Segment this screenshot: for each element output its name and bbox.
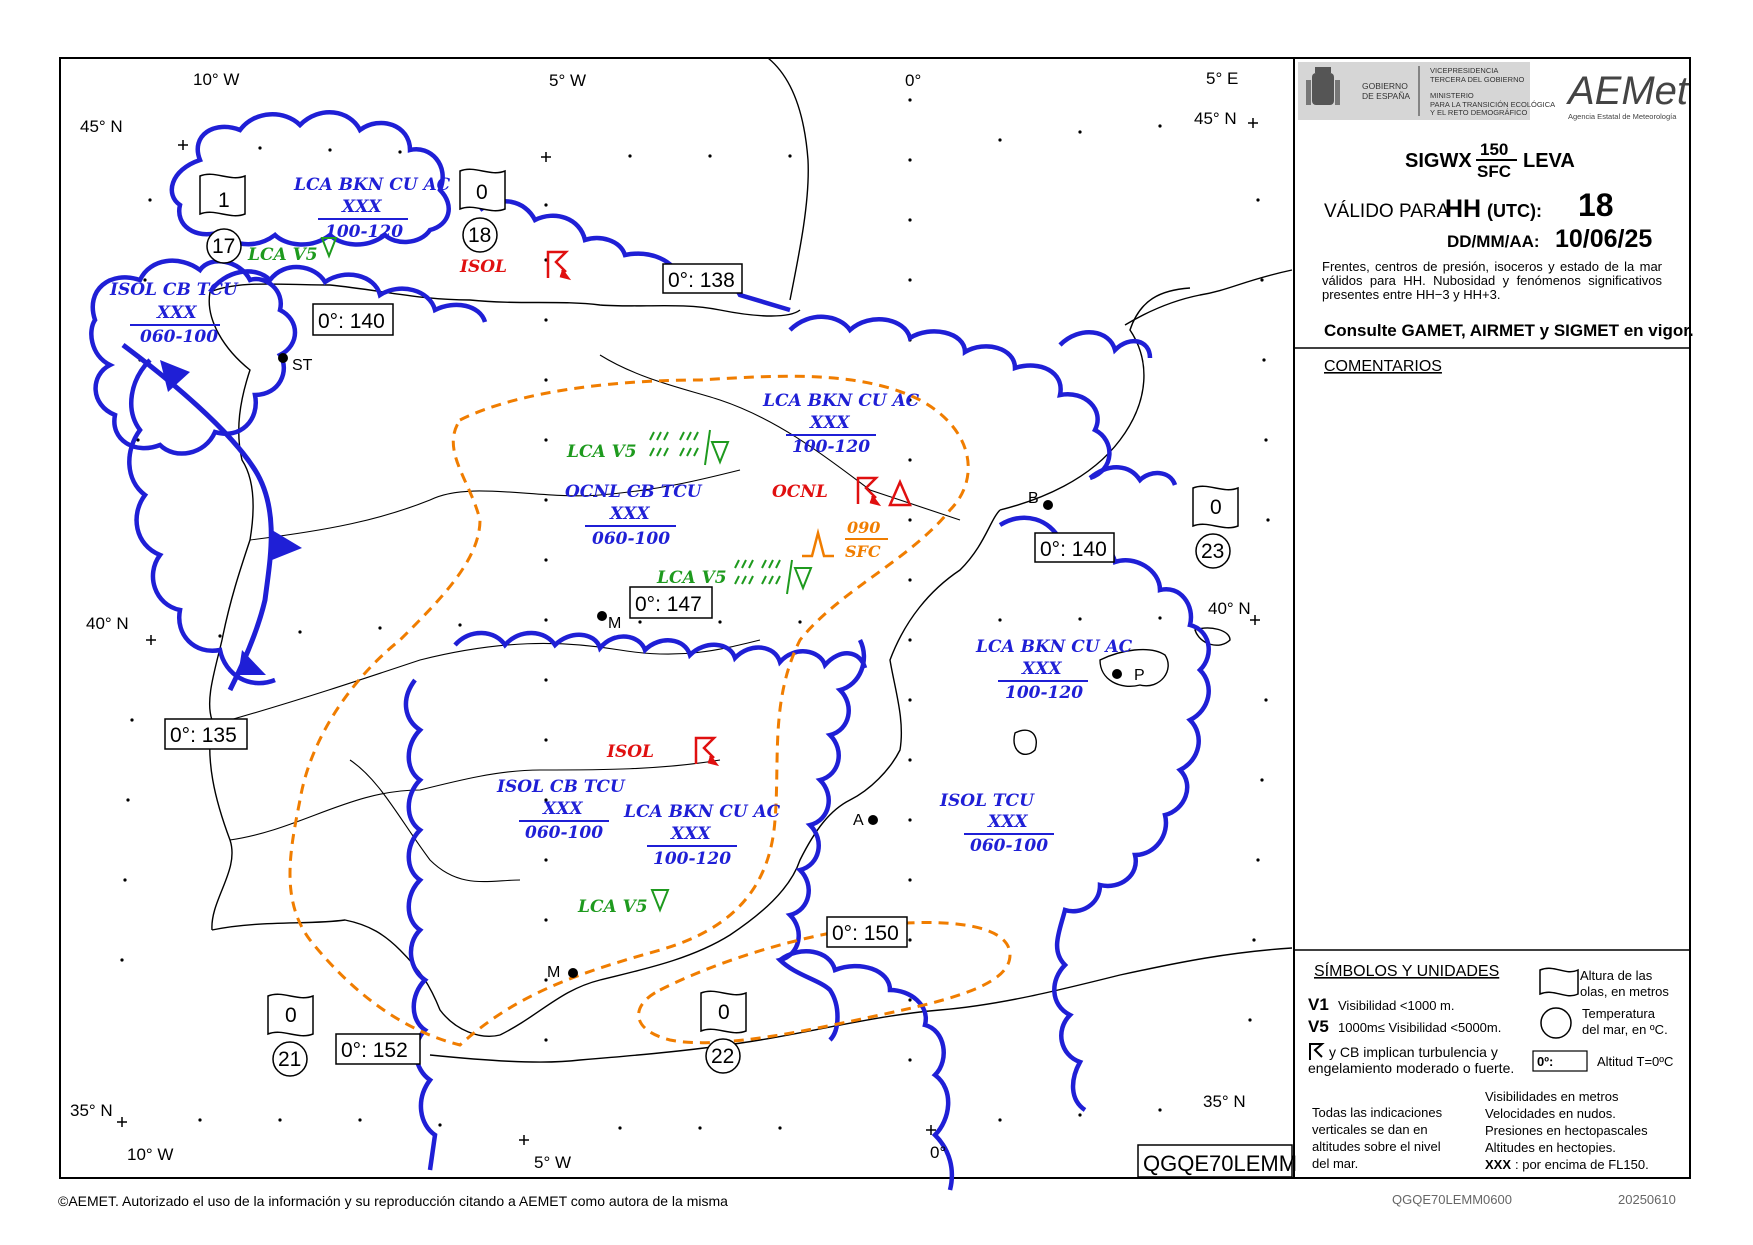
valid-label-hh: HH (1445, 195, 1482, 223)
annotation-bal-lca (975, 637, 1133, 703)
cb-symbol-south (696, 738, 716, 764)
fl-bottom: SFC (1477, 162, 1511, 181)
cb-symbol-cantab (548, 252, 568, 278)
legend-vertical-4: del mar. (1312, 1156, 1359, 1171)
cloud-area-south-central (780, 640, 864, 1040)
cloud-area-mediterranean (1000, 518, 1209, 1110)
fog-triangle-south (652, 890, 668, 910)
min-line3: MINISTERIO (1430, 91, 1474, 100)
header-logos (1298, 62, 1690, 121)
wave-value-cantab: 0 (476, 181, 488, 204)
lat-35n-right: 35° N (1203, 1092, 1246, 1111)
city-label-malaga: M (547, 964, 561, 981)
legend-turb-2: engelamiento moderado o fuerte. (1308, 1060, 1515, 1076)
bay-lca-line3: 100-120 (325, 222, 404, 242)
temp-value-bay: 17 (212, 235, 236, 258)
lon-10w-bottom: 10° W (127, 1145, 174, 1164)
valid-label-prefix: VÁLIDO PARA (1324, 201, 1450, 222)
consult-note: Consulte GAMET, AIRMET y SIGMET en vigor. (1324, 321, 1694, 340)
legend-units-1: Visibilidades en metros (1485, 1089, 1619, 1104)
hail-triangle-icon (890, 482, 910, 505)
ne-lca-line3: 100-120 (792, 437, 871, 457)
orange-top-level: 090 (847, 518, 881, 537)
aemet-logo: AEMet (1568, 69, 1689, 113)
cloud-area-south-west (406, 680, 435, 1170)
ne-lca-line1: LCA BKN CU AC (763, 391, 920, 411)
lat-45n-left: 45° N (80, 117, 123, 136)
legend-temp-circle-icon (1541, 1008, 1571, 1038)
product-name: SIGWX (1405, 150, 1472, 172)
city-dot-barcelona (1043, 500, 1053, 510)
aemet-subtitle: Agencia Estatal de Meteorología (1568, 112, 1677, 121)
lon-5e-top: 5° E (1206, 69, 1239, 88)
legend-cb-icon (1310, 1044, 1322, 1060)
orange-bottom-level: SFC (845, 542, 881, 561)
gov-line2: DE ESPAÑA (1362, 91, 1411, 101)
fz-label-140-north: 0°: 140 (318, 310, 385, 333)
bal-lca-line1: LCA BKN CU AC (976, 637, 1133, 657)
center-lca-v5: LCA V5 (567, 442, 637, 462)
gov-line1: GOBIERNO (1362, 81, 1408, 91)
date-value: 10/06/25 (1555, 225, 1653, 253)
bal-lca-line2: XXX (1022, 659, 1062, 679)
fz-label-147: 0°: 147 (635, 593, 702, 616)
lat-35n-left: 35° N (70, 1101, 113, 1120)
legend-v5-text: 1000m≤ Visibilidad <5000m. (1338, 1020, 1502, 1035)
legend-wave-2: olas, en metros (1580, 984, 1669, 999)
nw-isol-line3: 060-100 (140, 327, 219, 347)
legend-v5-symbol: V5 (1308, 1017, 1329, 1036)
fz-label-150: 0°: 150 (832, 922, 899, 945)
lat-40n-right: 40° N (1208, 599, 1251, 618)
footer-date: 20250610 (1618, 1192, 1676, 1207)
temp-value-atl: 21 (278, 1048, 302, 1071)
bal-lca-line3: 100-120 (1005, 683, 1084, 703)
cantab-isol-red: ISOL (460, 257, 507, 277)
med-isol-line3: 060-100 (970, 836, 1049, 856)
mist-symbol-mid (735, 560, 811, 594)
min-line5: Y EL RETO DEMOGRÁFICO (1430, 108, 1528, 117)
legend-title: SÍMBOLOS Y UNIDADES (1314, 963, 1500, 980)
legend-units-2: Velocidades en nudos. (1485, 1106, 1616, 1121)
comments-label: COMENTARIOS (1324, 358, 1442, 375)
mist-symbol-center (650, 430, 728, 465)
center-ocnl-line2: XXX (610, 504, 650, 524)
annotation-center-ocnl (565, 482, 703, 549)
south-lca-line3: 100-120 (653, 849, 732, 869)
city-label-st: ST (292, 357, 313, 374)
city-dot-madrid (597, 611, 607, 621)
south-lca-v5: LCA V5 (578, 897, 648, 917)
temp-value-med: 23 (1201, 540, 1225, 563)
legend-v1-text: Visibilidad <1000 m. (1338, 998, 1455, 1013)
med-isol-line2: XXX (988, 812, 1028, 832)
south-lca-line2: XXX (671, 824, 711, 844)
product-title (1405, 140, 1575, 181)
chart-code-label: QGQE70LEMM (1143, 1151, 1298, 1176)
bay-lca-v5: LCA V5 (248, 245, 318, 265)
city-dot-st (278, 353, 288, 363)
cloud-area-ne-spain (1060, 332, 1175, 485)
legend-vertical-2: verticales se dan en (1312, 1122, 1428, 1137)
region-name: LEVA (1523, 150, 1575, 172)
legend-fz-text: Altitud T=0ºC (1597, 1054, 1674, 1069)
annotation-south-lca (623, 802, 781, 869)
wave-value-med: 0 (1210, 496, 1222, 519)
fz-label-140-east: 0°: 140 (1040, 538, 1107, 561)
south-lca-line1: LCA BKN CU AC (624, 802, 781, 822)
annotation-med-isol (939, 791, 1054, 856)
annotation-south-isol (496, 777, 626, 843)
valid-hour: 18 (1578, 187, 1614, 223)
footer-copyright: ©AEMET. Autorizado el uso de la información y su reproducción citando a AEMET como autora de la misma (58, 1193, 728, 1209)
lat-40n-left: 40° N (86, 614, 129, 633)
city-dot-alicante (868, 815, 878, 825)
temp-value-alboran: 22 (711, 1045, 735, 1068)
legend (1308, 961, 1673, 1172)
wave-value-alboran: 0 (718, 1001, 730, 1024)
legend-turb-1: y CB implican turbulencia y (1329, 1044, 1498, 1060)
lon-0-bottom: 0° (930, 1143, 947, 1162)
city-label-barcelona: B (1028, 490, 1039, 507)
center-ocnl-red: OCNL (772, 482, 828, 502)
south-isol-line3: 060-100 (525, 823, 604, 843)
center-ocnl-line3: 060-100 (592, 529, 671, 549)
fz-label-152: 0°: 152 (341, 1039, 408, 1062)
center-ocnl-line1: OCNL CB TCU (565, 482, 702, 502)
legend-temp-1: Temperatura (1582, 1006, 1655, 1021)
min-line4: PARA LA TRANSICIÓN ECOLÓGICA (1430, 100, 1556, 109)
legend-temp-2: del mar, en ºC. (1582, 1022, 1668, 1037)
lon-5w-top: 5° W (549, 71, 587, 90)
legend-units-5-bold: XXX (1485, 1157, 1512, 1172)
med-isol-line1: ISOL TCU (940, 791, 1034, 811)
nw-isol-line1: ISOL CB TCU (110, 280, 238, 300)
turbulence-symbol-orange (802, 533, 834, 556)
validity-notes: Frentes, centros de presión, isoceros y estado de la mar válidos para HH. Nubosidad y fenómenos significativos presentes entre HH−3 y HH+3. (1322, 260, 1662, 302)
south-isol-line2: XXX (543, 799, 583, 819)
fl-top: 150 (1480, 140, 1509, 159)
cloud-area-north-spain (210, 267, 1109, 478)
bay-lca-line2: XXX (342, 197, 382, 217)
freezing-level-boxes (165, 264, 1114, 1064)
mid-lca-v5: LCA V5 (657, 568, 727, 588)
front-triangle-3 (238, 650, 266, 675)
fz-label-138: 0°: 138 (668, 269, 735, 292)
lat-45n-right: 45° N (1194, 109, 1237, 128)
south-isol-red: ISOL (607, 742, 654, 762)
city-label-palma: P (1134, 667, 1145, 684)
lon-0-top: 0° (905, 71, 922, 90)
valid-label-utc: (UTC): (1487, 201, 1542, 221)
cold-front (123, 345, 302, 690)
city-dot-palma (1112, 669, 1122, 679)
lon-5w-bottom: 5° W (534, 1153, 572, 1172)
legend-vertical-1: Todas las indicaciones (1312, 1105, 1443, 1120)
cloud-area-central-mesh (455, 633, 865, 668)
legend-units-4: Altitudes en hectopies. (1485, 1140, 1616, 1155)
legend-vertical-3: altitudes sobre el nivel (1312, 1139, 1441, 1154)
legend-units-5: : por encima de FL150. (1515, 1157, 1649, 1172)
min-line1: VICEPRESIDENCIA (1430, 66, 1499, 75)
legend-fz-box-label: 0º: (1537, 1054, 1554, 1069)
city-dot-malaga (568, 968, 578, 978)
cloud-area-alboran (780, 951, 952, 1190)
orange-area-alboran (639, 923, 1010, 1043)
fz-label-135: 0°: 135 (170, 724, 237, 747)
legend-v1-symbol: V1 (1308, 995, 1329, 1014)
min-line2: TERCERA DEL GOBIERNO (1430, 75, 1525, 84)
date-label: DD/MM/AA: (1447, 232, 1540, 251)
bay-lca-line1: LCA BKN CU AC (294, 175, 451, 195)
footer-code: QGQE70LEMM0600 (1392, 1192, 1512, 1207)
south-isol-line1: ISOL CB TCU (497, 777, 625, 797)
legend-units-3: Presiones en hectopascales (1485, 1123, 1648, 1138)
city-label-madrid: M (608, 615, 622, 632)
annotation-ne-lca (762, 391, 920, 457)
legend-wave-flag-icon (1540, 968, 1578, 995)
nw-isol-line2: XXX (157, 303, 197, 323)
annotation-nw-isol (109, 280, 239, 347)
lon-10w-top: 10° W (193, 70, 240, 89)
borders (230, 355, 960, 882)
city-label-alicante: A (853, 812, 864, 829)
ne-lca-line2: XXX (810, 413, 850, 433)
temp-value-cantab: 18 (468, 224, 492, 247)
wave-value-atl: 0 (285, 1004, 297, 1027)
wave-value-bay: 1 (218, 189, 230, 212)
legend-wave-1: Altura de las (1580, 968, 1653, 983)
cloud-area-cantabrian (480, 201, 790, 310)
